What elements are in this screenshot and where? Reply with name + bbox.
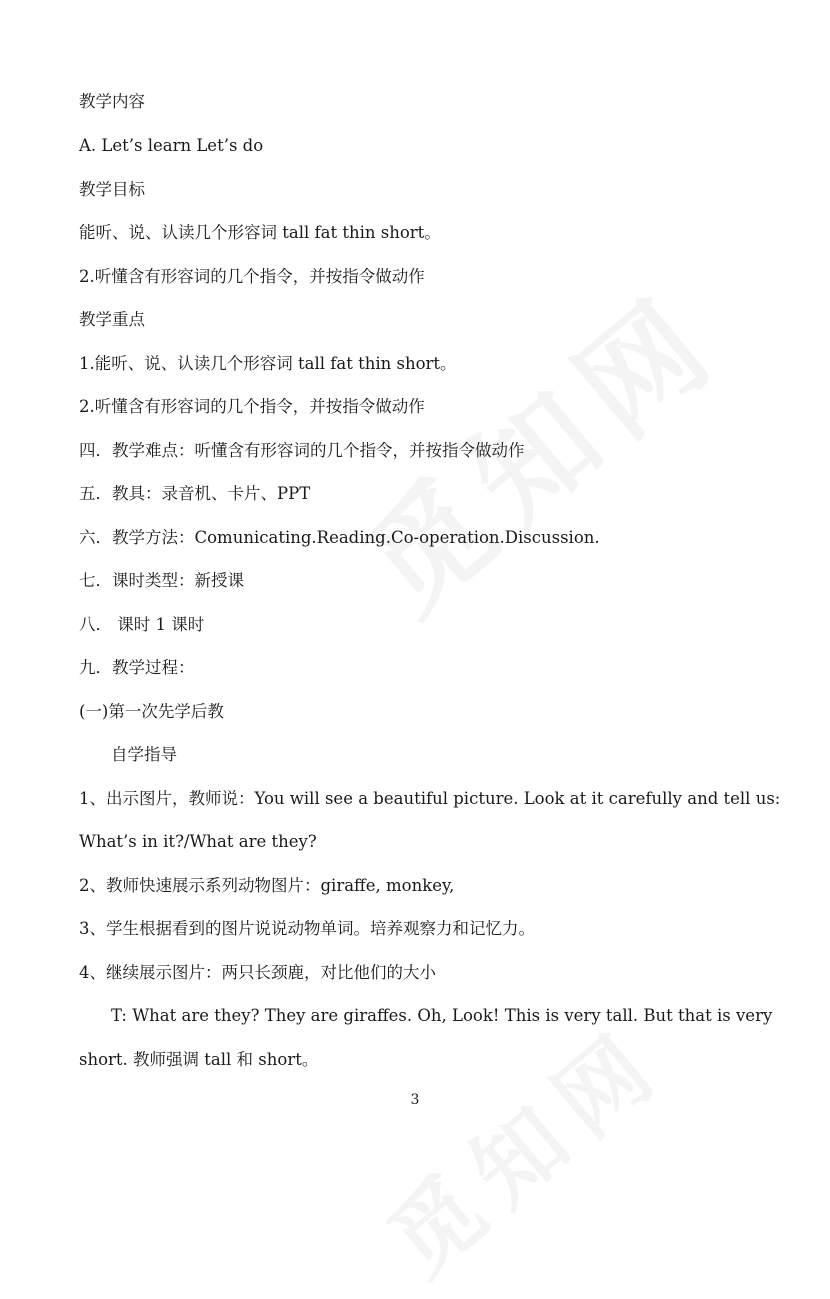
section-class-hours: 八． 课时 1 课时 [79,615,205,634]
step-1: 1、出示图片，教师说：You will see a beautiful picture. Look at it carefully and tell us: [79,789,781,808]
step-4: 4、继续展示图片：两只长颈鹿，对比他们的大小 [79,963,436,982]
step-1-continued: What’s in it?/What are they? [79,832,317,851]
watermark-lower [356,991,688,1299]
heading-key-points: 教学重点 [79,310,145,329]
heading-teaching-objectives: 教学目标 [79,180,145,199]
step-2: 2、教师快速展示系列动物图片：giraffe, monkey, [79,876,455,895]
key-point-1: 1.能听、说、认读几个形容词 tall fat thin short。 [79,354,457,373]
section-difficulties: 四．教学难点：听懂含有形容词的几个指令，并按指令做动作 [79,441,525,460]
section-teaching-process: 九．教学过程： [79,658,195,677]
content-lesson-parts: A. Let’s learn Let’s do [79,136,264,155]
page-number: 3 [410,1092,420,1108]
heading-teaching-content: 教学内容 [79,92,145,111]
dialogue-line: T: What are they? They are giraffes. Oh, Look! This is very tall. But that is very [111,1006,773,1025]
section-teaching-methods: 六．教学方法：Comunicating.Reading.Co-operation.Discussion. [79,528,600,547]
objective-1: 能听、说、认读几个形容词 tall fat thin short。 [79,223,441,242]
section-lesson-type: 七．课时类型：新授课 [79,571,244,590]
section-teaching-aids: 五．教具：录音机、卡片、PPT [79,484,311,503]
dialogue-line-continued: short. 教师强调 tall 和 short。 [79,1050,319,1069]
key-point-2: 2.听懂含有形容词的几个指令，并按指令做动作 [79,397,425,416]
subsection-first-round: (一)第一次先学后教 [79,702,224,721]
self-study-guide: 自学指导 [111,745,177,764]
objective-2: 2.听懂含有形容词的几个指令，并按指令做动作 [79,267,425,286]
step-3: 3、学生根据看到的图片说说动物单词。培养观察力和记忆力。 [79,919,535,938]
